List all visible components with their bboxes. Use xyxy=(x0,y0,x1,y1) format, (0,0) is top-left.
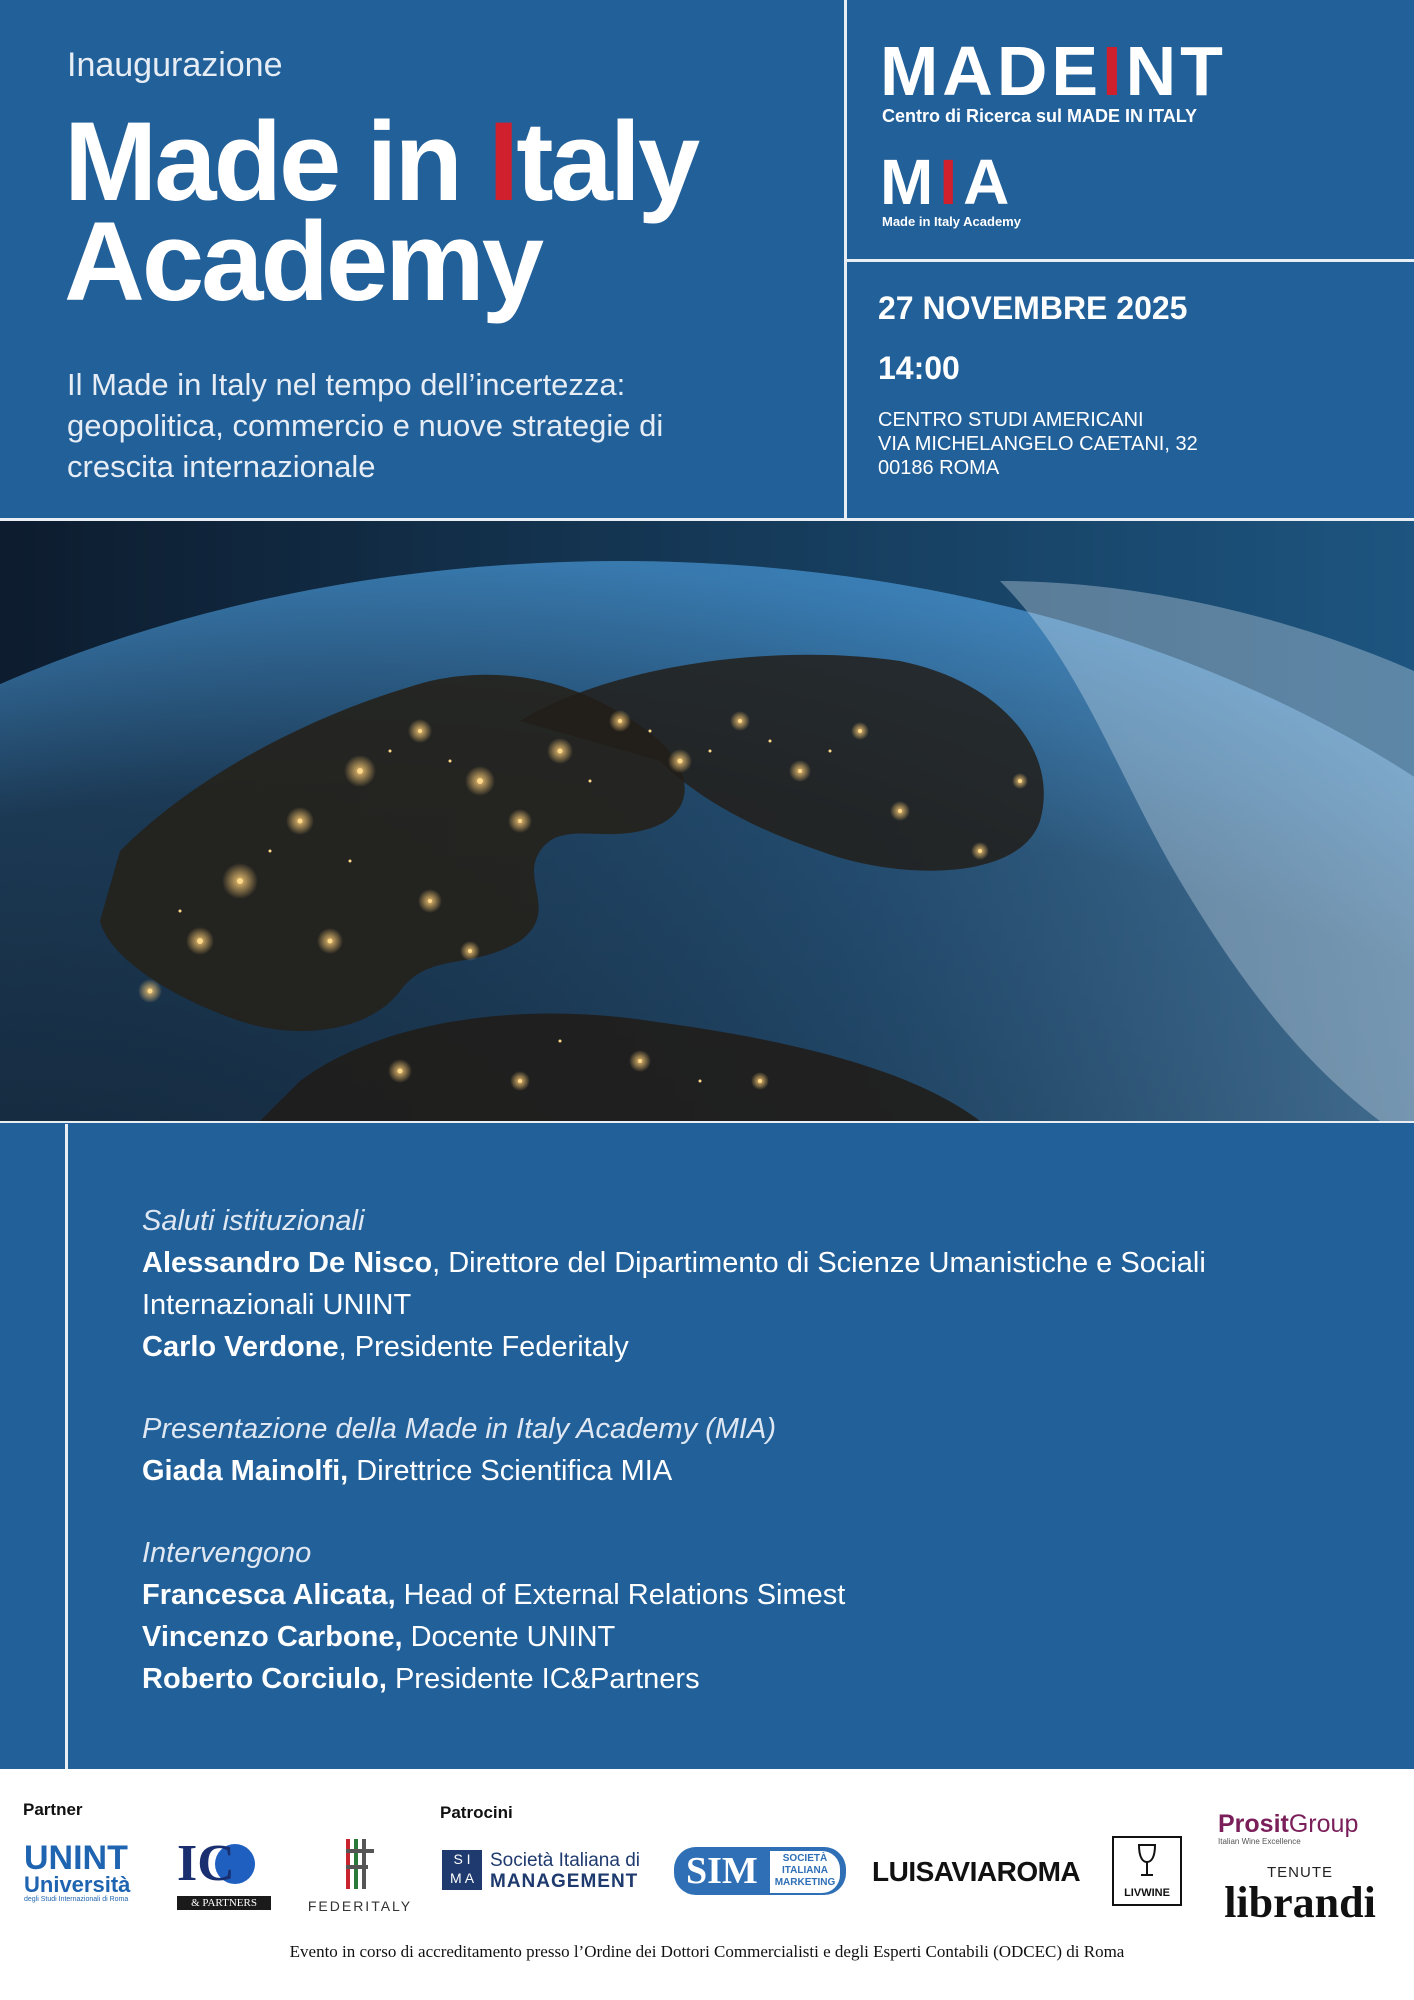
patrocini-label: Patrocini xyxy=(440,1803,513,1822)
luisaviaroma-logo: LUISAVIAROMA xyxy=(872,1856,1081,1887)
section-title-saluti: Saluti istituzionali xyxy=(142,1205,365,1237)
madeint-tagline: Centro di Ricerca sul MADE IN ITALY xyxy=(882,106,1198,126)
livwine-logo: LIVWINE xyxy=(1112,1836,1182,1906)
mia-tagline: Made in Italy Academy xyxy=(882,214,1021,229)
event-title-line2: Academy xyxy=(64,199,542,324)
section-title-intervengono: Intervengono xyxy=(142,1537,312,1569)
event-eyebrow: Inaugurazione xyxy=(67,46,283,84)
event-time: 14:00 xyxy=(878,350,960,386)
wine-glass-icon xyxy=(1132,1842,1162,1882)
section-title-presentazione: Presentazione della Made in Italy Academy (MIA) xyxy=(142,1413,776,1445)
program-list xyxy=(142,1200,1372,1700)
unint-logo: UNINT Università degli Studi Internazionali di Roma xyxy=(24,1839,131,1903)
event-title xyxy=(64,99,698,324)
event-date: 27 NOVEMBRE 2025 xyxy=(878,290,1188,326)
federitaly-mark xyxy=(340,1835,380,1893)
sima-mark: S I M A xyxy=(442,1850,482,1890)
federitaly-logo: FEDERITALY xyxy=(300,1835,420,1914)
tenute-librandi-logo: TENUTE librandi xyxy=(1224,1864,1376,1927)
sim-marketing-logo: SIM SOCIETÀ ITALIANA MARKETING xyxy=(674,1847,846,1895)
event-subtitle: Il Made in Italy nel tempo dell’incertezza: geopolitica, commercio e nuove strategie di crescita internazionale xyxy=(67,367,664,484)
prosit-group-logo: PrositGroup Italian Wine Excellence xyxy=(1218,1810,1359,1846)
speaker-verdone: Carlo Verdone, Presidente Federitaly xyxy=(142,1331,629,1363)
speaker-mainolfi: Giada Mainolfi, Direttrice Scientifica MIA xyxy=(142,1455,673,1487)
speaker-de-nisco: Alessandro De Nisco, Direttore del Dipartimento di Scienze Umanistiche e Sociali Internazionali UNINT xyxy=(142,1247,1206,1321)
mia-logo: MIA xyxy=(880,146,1016,218)
speaker-corciulo: Roberto Corciulo, Presidente IC&Partners xyxy=(142,1663,700,1695)
accreditation-note: Evento in corso di accreditamento presso l’Ordine dei Dottori Commercialisti e degli Esperti Contabili (ODCEC) di Roma xyxy=(289,1942,1125,1961)
partner-label: Partner xyxy=(23,1800,83,1819)
event-title-line1: Made in Italy xyxy=(64,99,698,224)
sima-logo: S I M A Società Italiana di MANAGEMENT xyxy=(442,1850,657,1890)
speaker-carbone: Vincenzo Carbone, Docente UNINT xyxy=(142,1621,616,1653)
event-venue: CENTRO STUDI AMERICANI VIA MICHELANGELO CAETANI, 32 00186 ROMA xyxy=(878,409,1198,479)
header-divider-horizontal xyxy=(847,259,1414,262)
sim-marketing-text: SOCIETÀ ITALIANA MARKETING xyxy=(770,1851,840,1893)
program-divider-vertical xyxy=(65,1124,68,1769)
ic-partners-logo: IC & PARTNERS xyxy=(175,1838,273,1901)
madeint-logo: MADEINT xyxy=(880,32,1227,110)
earth-night-image xyxy=(0,521,1414,1121)
speaker-alicata: Francesca Alicata, Head of External Relations Simest xyxy=(142,1579,846,1611)
